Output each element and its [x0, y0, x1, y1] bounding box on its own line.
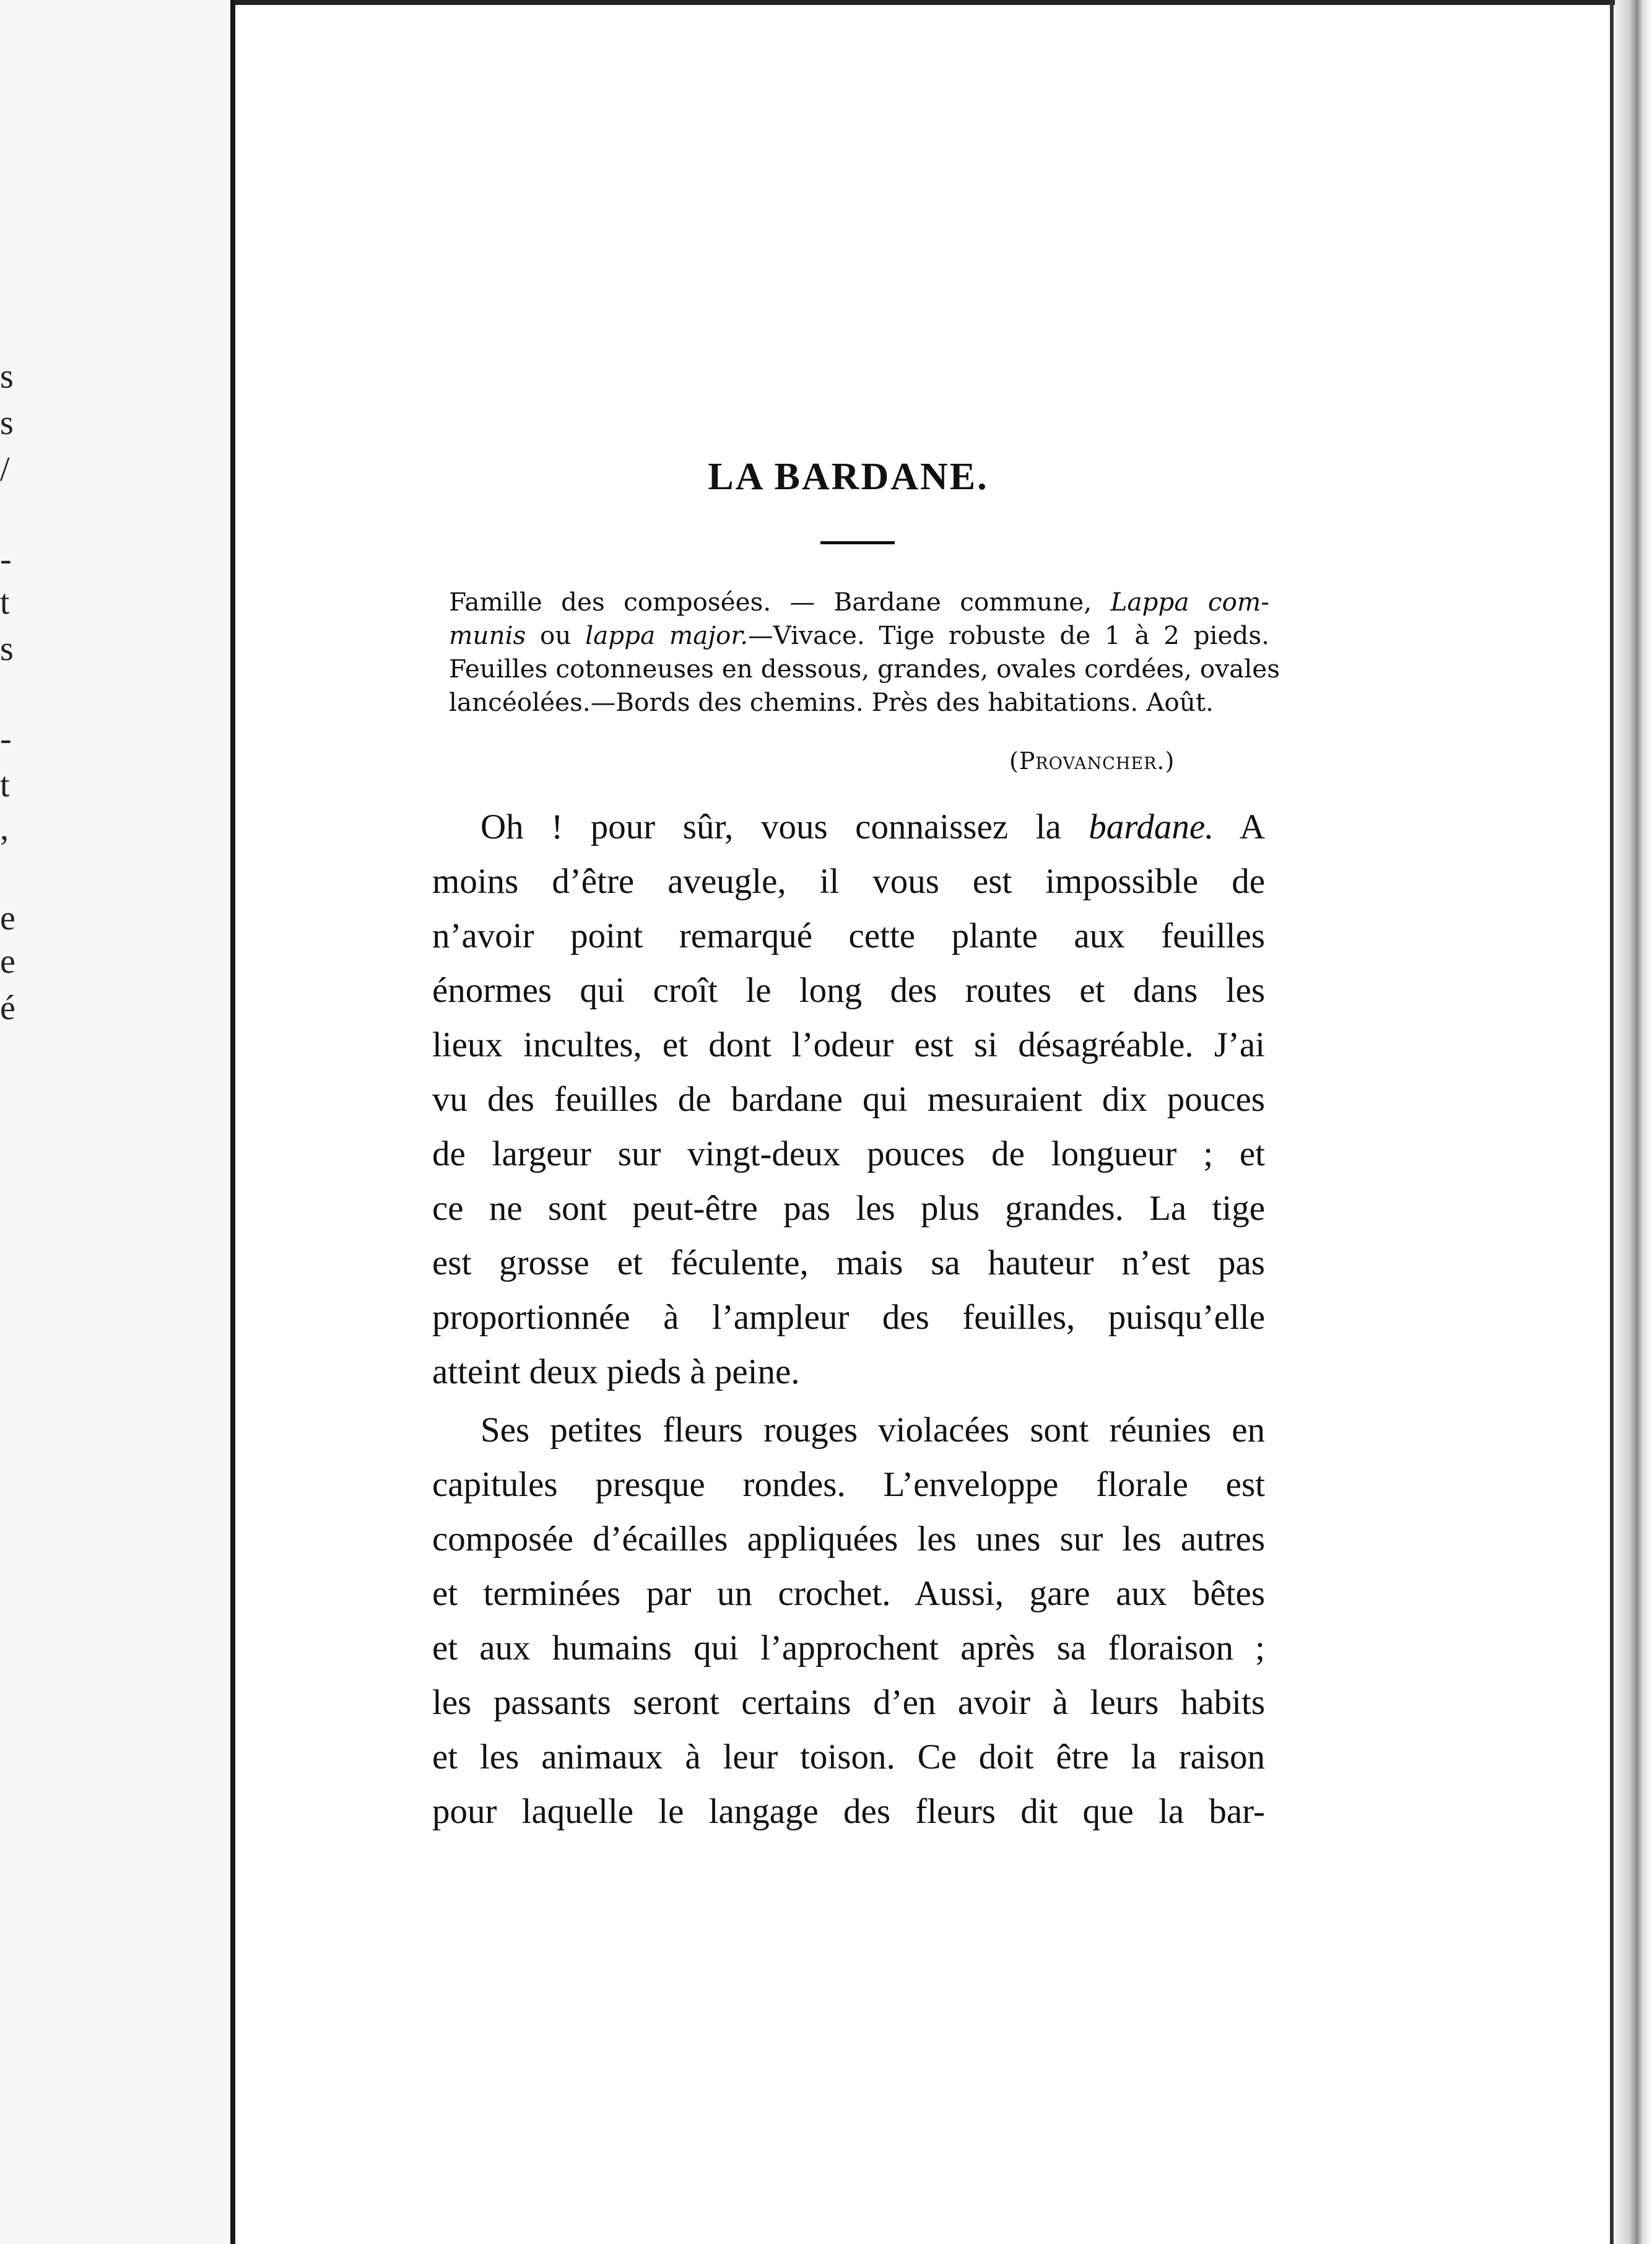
- text-run: les passants seront certains d’en avoir à leurs habits: [432, 1683, 1265, 1722]
- text-run: de largeur sur vingt-deux pouces de longueur ; et: [432, 1134, 1265, 1173]
- note-line: [449, 685, 1269, 719]
- facing-page-fragment: e: [0, 899, 15, 937]
- text-run: Oh ! pour sûr, vous connaissez la: [480, 807, 1089, 846]
- note-line: [449, 652, 1280, 685]
- text-line: [432, 1730, 1265, 1785]
- facing-page-edge: [0, 0, 235, 2244]
- facing-page-fragment: t: [0, 766, 10, 804]
- italic-text: bardane.: [1089, 807, 1214, 846]
- italic-text: lappa major.: [585, 620, 749, 650]
- text-run: lancéolées.—Bords des chemins. Près des habitations. Août.: [449, 687, 1214, 717]
- text-run: ou: [526, 620, 586, 650]
- title-divider: [820, 541, 895, 544]
- text-run: ce ne sont peut-être pas les plus grandes. La tige: [432, 1189, 1265, 1228]
- text-run: atteint deux pieds à peine.: [432, 1352, 800, 1391]
- text-run: Feuilles cotonneuses en dessous, grandes, ovales cordées, ovales: [449, 654, 1280, 684]
- text-line: [432, 1458, 1265, 1512]
- body-text: [432, 800, 1265, 1839]
- page-top-edge: [235, 0, 1616, 5]
- text-run: et terminées par un crochet. Aussi, gare aux bêtes: [432, 1574, 1265, 1613]
- facing-page-fragment: -: [0, 540, 12, 578]
- text-line: [432, 1785, 1265, 1839]
- text-run: énormes qui croît le long des routes et dans les: [432, 971, 1265, 1010]
- facing-page-fragment: s: [0, 404, 14, 442]
- text-run: n’avoir point remarqué cette plante aux feuilles: [432, 916, 1265, 955]
- page-right-border: [1610, 0, 1614, 2244]
- text-run: Ses petites fleurs rouges violacées sont réunies en: [480, 1411, 1265, 1450]
- text-run: proportionnée à l’ampleur des feuilles, puisqu’elle: [432, 1298, 1265, 1337]
- note-line: [449, 619, 1269, 652]
- text-line: [432, 1072, 1265, 1127]
- facing-page-fragment: s: [0, 357, 14, 396]
- text-line: [432, 1621, 1265, 1676]
- note-line: [449, 585, 1269, 619]
- text-run: moins d’être aveugle, il vous est impossible de: [432, 862, 1265, 901]
- facing-page-fragment: /: [0, 450, 10, 489]
- text-line: [432, 1567, 1265, 1621]
- text-line: [432, 1676, 1265, 1730]
- text-run: et aux humains qui l’approchent après sa floraison ;: [432, 1629, 1265, 1668]
- page-stack-edge: [1615, 0, 1652, 2244]
- italic-text: munis: [449, 620, 526, 650]
- italic-text: Lappa com-: [1110, 587, 1269, 617]
- text-run: A: [1214, 807, 1265, 846]
- text-line: [432, 963, 1265, 1018]
- facing-page-text-fragments: [0, 0, 19, 2244]
- text-line: [432, 800, 1265, 855]
- text-run: composée d’écailles appliquées les unes sur les autres: [432, 1520, 1265, 1559]
- facing-page-fragment: é: [0, 989, 15, 1027]
- text-run: lieux incultes, et dont l’odeur est si désagréable. J’ai: [432, 1025, 1265, 1064]
- text-line: [432, 1403, 1265, 1458]
- text-run: et les animaux à leur toison. Ce doit être la raison: [432, 1737, 1265, 1777]
- text-line: [432, 909, 1265, 963]
- text-run: est grosse et féculente, mais sa hauteur n’est pas: [432, 1243, 1265, 1282]
- text-line: [432, 1290, 1265, 1345]
- text-line: [432, 1127, 1265, 1181]
- text-line: [432, 855, 1265, 909]
- text-line: [432, 1018, 1265, 1072]
- text-run: vu des feuilles de bardane qui mesuraient dix pouces: [432, 1080, 1265, 1119]
- facing-page-fragment: -: [0, 720, 12, 758]
- text-line: [432, 1236, 1265, 1290]
- paragraph: [432, 800, 1265, 1399]
- text-run: capitules presque rondes. L’enveloppe florale est: [432, 1465, 1265, 1504]
- facing-page-fragment: e: [0, 942, 15, 981]
- text-line: [432, 1181, 1265, 1236]
- text-run: Famille des composées. — Bardane commune,: [449, 587, 1111, 617]
- text-run: —Vivace. Tige robuste de 1 à 2 pieds.: [748, 620, 1270, 650]
- botanical-note: [449, 585, 1280, 719]
- page-title: LA BARDANE.: [708, 456, 989, 498]
- text-run: pour laquelle le langage des fleurs dit que la bar-: [432, 1792, 1265, 1831]
- facing-page-fragment: s: [0, 630, 14, 668]
- facing-page-fragment: ,: [0, 809, 9, 848]
- text-line: [432, 1512, 1265, 1567]
- facing-page-fragment: t: [0, 583, 10, 622]
- paragraph: [432, 1403, 1265, 1839]
- note-source: (Provancher.): [1009, 747, 1175, 775]
- page-gutter: [230, 0, 235, 2244]
- text-line: [432, 1345, 1265, 1399]
